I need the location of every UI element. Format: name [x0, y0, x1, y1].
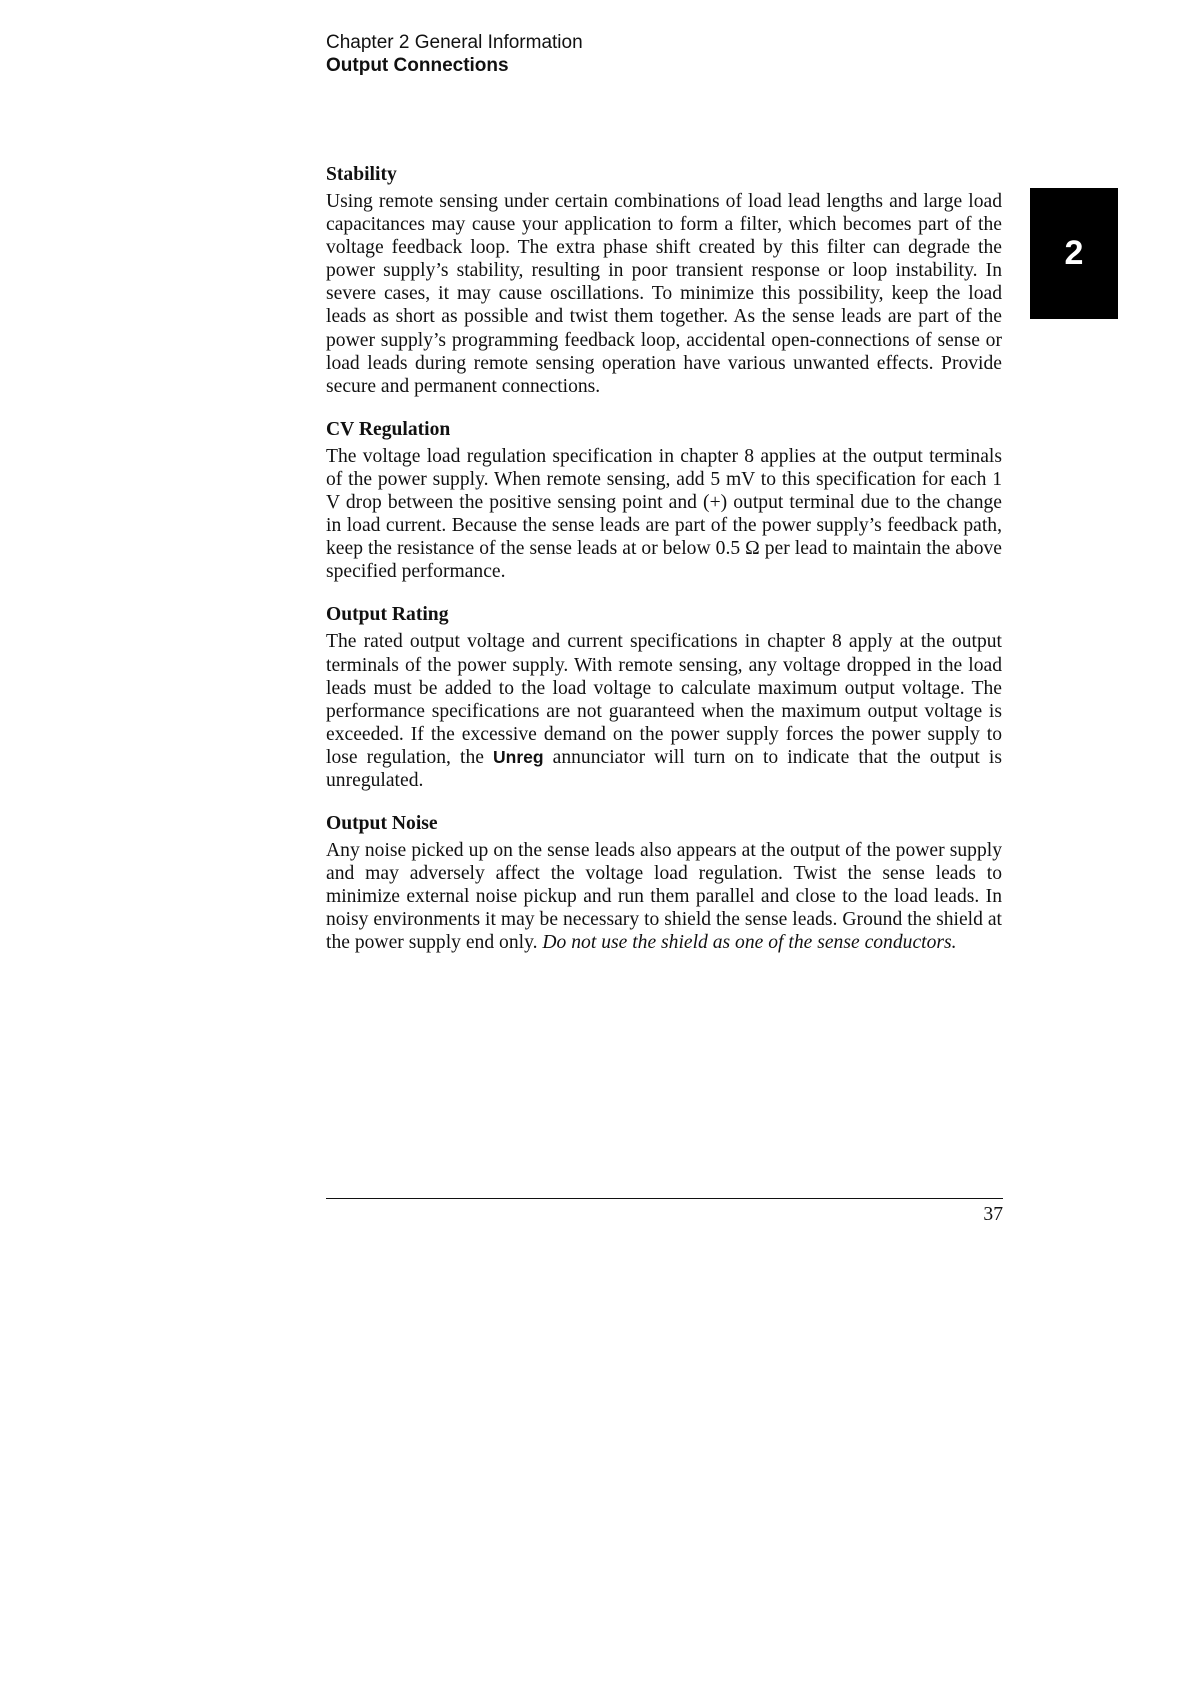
unreg-annunciator-label: Unreg: [493, 746, 544, 767]
cv-regulation-paragraph: The voltage load regulation specification in chapter 8 applies at the output terminals of the power supply. When remote sensing, add 5 mV to this specification for each 1 V drop between the positive sensing point and (+) output terminal due to the change in load current. Because the sense leads are part of the power supply’s feedback path, keep the resistance of the sense leads at or below 0.5 Ω per lead to maintain the above specified performance.: [326, 445, 1002, 583]
running-header: [326, 31, 583, 77]
chapter-tab-number: 2: [1064, 234, 1084, 272]
footer-rule: [326, 1198, 1003, 1199]
output-noise-emphasis: Do not use the shield as one of the sense conductors.: [542, 932, 957, 954]
stability-heading: Stability: [326, 164, 397, 185]
stability-paragraph: Using remote sensing under certain combinations of load lead lengths and large load capacitances may cause your application to form a filter, which becomes part of the voltage feedback loop. The extra phase shift created by this filter can degrade the power supply’s stability, resulting in poor transient response or loop instability. In severe cases, it may cause oscillations. To minimize this possibility, keep the load leads as short as possible and twist them together. As the sense leads are part of the power supply’s programming feedback loop, accidental open-connections of sense or load leads during remote sensing operation have various unwanted effects. Provide secure and permanent connections.: [326, 191, 1002, 397]
page-content: [326, 163, 1002, 975]
output-noise-heading: Output Noise: [326, 813, 438, 835]
output-noise-text: Any noise picked up on the sense leads also appears at the output of the power supply and may adversely affect the voltage load regulation. Twist the sense leads to minimize external noise pickup and run them parallel and close to the load leads. In noisy environments it may be necessary to shield the sense leads. Ground the shield at the power supply end only.: [326, 840, 1002, 954]
output-rating-heading: Output Rating: [326, 604, 449, 626]
output-rating-paragraph: [326, 630, 1002, 792]
chapter-line: Chapter 2 General Information: [326, 32, 583, 53]
cv-regulation-heading: CV Regulation: [326, 418, 451, 440]
section-title: Output Connections: [326, 55, 509, 76]
chapter-tab: [1030, 188, 1118, 319]
output-noise-paragraph: [326, 839, 1002, 954]
output-rating-text-end: annunciator will turn on to indicate that the output is unregulated.: [326, 746, 1003, 791]
output-rating-text-start: The rated output voltage and current specifications in chapter 8 apply at the output terminals of the power supply. With remote sensing, any voltage dropped in the load leads must be added to the load voltage to calculate maximum output voltage. The performance specifications are not guaranteed when the maximum output voltage is exceeded. If the excessive demand on the power supply forces the power supply to lose regulation, the: [326, 631, 1002, 768]
page-number: 37: [983, 1204, 1003, 1225]
